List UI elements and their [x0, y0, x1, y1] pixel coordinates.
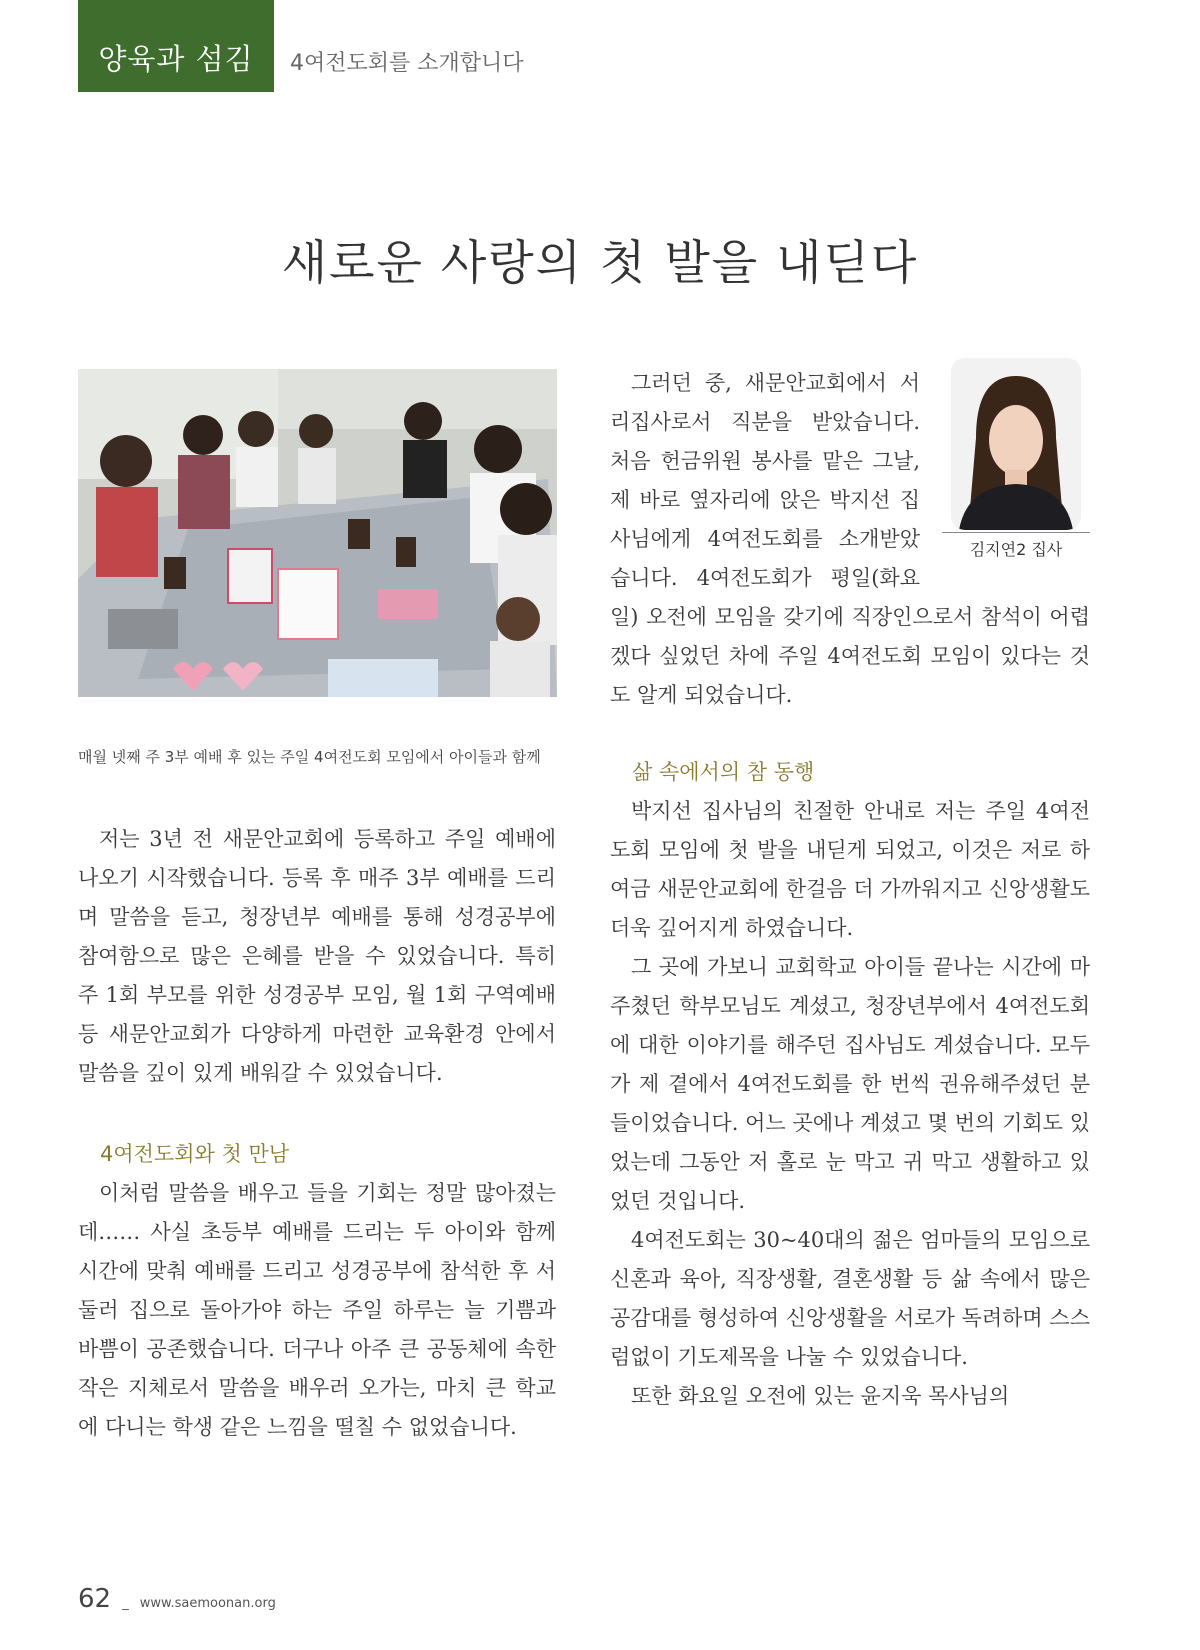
paragraph: 또한 화요일 오전에 있는 윤지욱 목사님의: [631, 1384, 1010, 1408]
right-column: [610, 364, 1090, 1416]
paragraph: 그 곳에 가보니 교회학교 아이들 끝나는 시간에 마주쳤던 학부모님도 계셨고, 청장년부에서 4여전도회에 대한 이야기를 해주던 집사님도 계셨습니다. 모두가 제 곁에서 4여전도회를 한 번씩 권유해주셨던 분들이었습니다. 어느 곳에나 계셨고 몇 번의 기회도 있었는데 그동안 저 홀로 눈 막고 귀 막고 생활하고 있었던 것입니다.: [610, 955, 1090, 1213]
website-url: www.saemoonan.org: [139, 1596, 276, 1611]
left-column: [78, 820, 556, 1447]
paragraph: 4여전도회는 30~40대의 젊은 엄마들의 모임으로 신혼과 육아, 직장생활, 결혼생활 등 삶 속에서 많은 공감대를 형성하여 신앙생활을 서로가 독려하며 스스럼없이 기도제목을 나눌 수 있었습니다.: [610, 1228, 1090, 1369]
page-footer: [78, 1584, 276, 1614]
section-label: 양육과 섬김: [98, 42, 254, 76]
article-title: 새로운 사랑의 첫 발을 내딛다: [281, 236, 919, 291]
page-number: 62: [78, 1584, 112, 1614]
section-heading-first-meeting: 4여전도회와 첫 만남: [100, 1142, 289, 1166]
section-heading-companionship: 삶 속에서의 참 동행: [632, 760, 815, 784]
section-tab: [78, 0, 274, 92]
paragraph: 이처럼 말씀을 배우고 들을 기회는 정말 많아졌는데…… 사실 초등부 예배를 드리는 두 아이와 함께 시간에 맞춰 예배를 드리고 성경공부에 참석한 후 서둘러 집으로 돌아가야 하는 주일 하루는 늘 기쁨과 바쁨이 공존했습니다. 더구나 아주 큰 공동체에 속한 작은 지체로서 말씀을 배우러 오가는, 마치 큰 학교에 다니는 학생 같은 느낌을 떨칠 수 없었습니다.: [78, 1181, 556, 1439]
photo-caption: 매월 넷째 주 3부 예배 후 있는 주일 4여전도회 모임에서 아이들과 함께: [78, 748, 541, 766]
group-photo: [78, 369, 557, 697]
intro-paragraph: 저는 3년 전 새문안교회에 등록하고 주일 예배에 나오기 시작했습니다. 등록 후 매주 3부 예배를 드리며 말씀을 듣고, 청장년부 예배를 통해 성경공부에 참여함으로 많은 은혜를 받을 수 있었습니다. 특히 주 1회 부모를 위한 성경공부 모임, 월 1회 구역예배 등 새문안교회가 다양하게 마련한 교육환경 안에서 말씀을 깊이 있게 배워갈 수 있었습니다.: [78, 827, 556, 1085]
section-subtitle: 4여전도회를 소개합니다: [290, 51, 524, 76]
author-name: 김지연2 집사: [969, 540, 1063, 559]
footer-separator: _: [122, 1596, 129, 1611]
author-portrait: [942, 358, 1090, 561]
paragraph: 그러던 중, 새문안교회에서 서리집사로서 직분을 받았습니다. 처음 헌금위원 봉사를 맡은 그날, 제 바로 옆자리에 앉은 박지선 집사님에게 4여전도회를 소개받았습니다. 4여전도회가 평일(화요일) 오전에 모임을 갖기에 직장인으로서 참석이 어렵겠다 싶었던 차에 주일 4여전도회 모임이 있다는 것도 알게 되었습니다.: [610, 371, 1090, 707]
paragraph: 박지선 집사님의 친절한 안내로 저는 주일 4여전도회 모임에 첫 발을 내딛게 되었고, 이것은 저로 하여금 새문안교회에 한걸음 더 가까워지고 신앙생활도 더욱 깊어지게 하였습니다.: [610, 799, 1090, 940]
portrait-photo: [951, 358, 1081, 530]
